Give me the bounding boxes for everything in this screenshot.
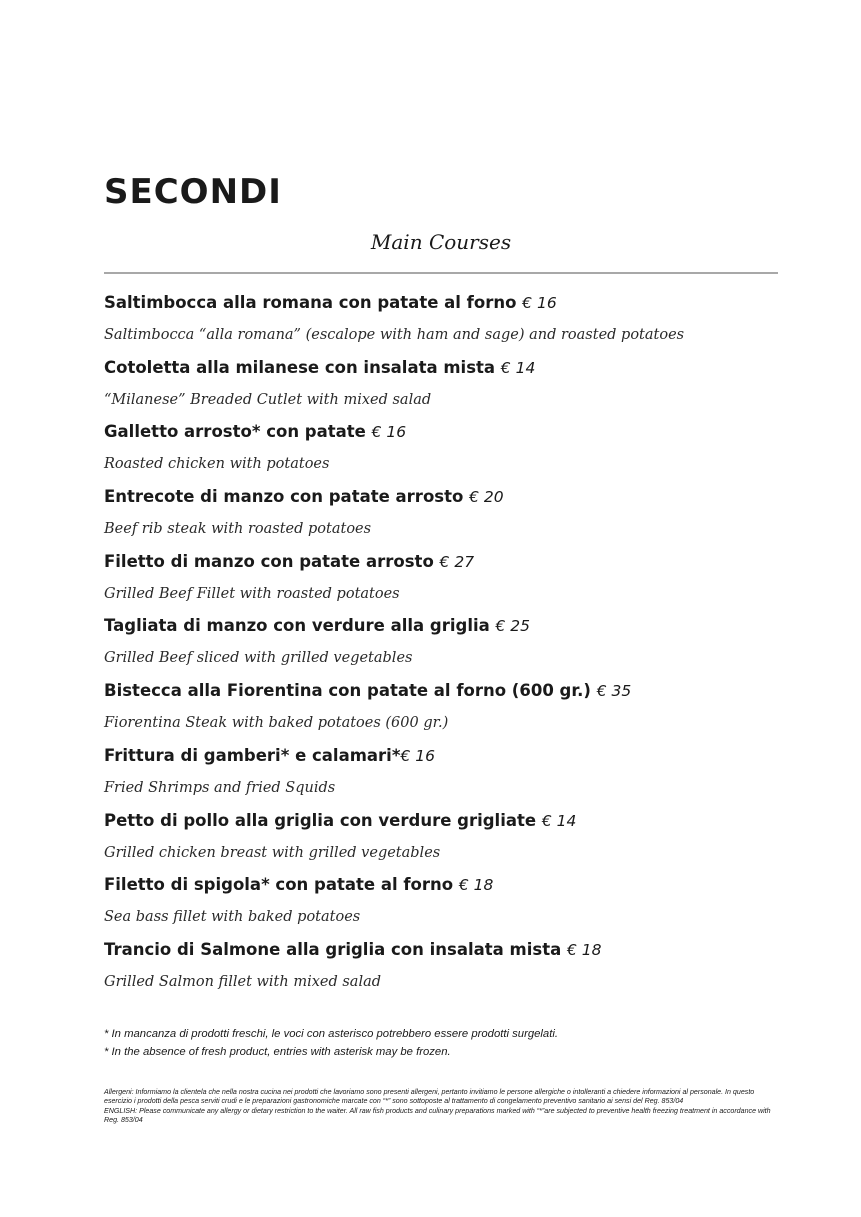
menu-item (104, 547, 804, 612)
menu-item (104, 482, 804, 547)
dish-description: Fried Shrimps and fried Squids (104, 779, 336, 796)
dish-name: Entrecote di manzo con patate arrosto (104, 487, 464, 507)
dish-price: € 16 (400, 746, 435, 765)
menu-item (104, 288, 804, 353)
dish-name: Trancio di Salmone alla griglia con insalata mista (104, 939, 562, 959)
allergen-notice-italian: Allergeni: Informiamo la clientela che nella nostra cucina nei prodotti che lavoriamo sono presenti allergeni, pertanto invitiamo le persone allergiche o intolleranti a chiedere informazioni al personale. In questo esercizio i prodotti della pesca serviti crudi e le preparazioni gastronomiche marcate con “*” sono sottoposte al trattamento di congelamento preventivo sanitario ai sensi del Reg. 853/04 (104, 1088, 755, 1106)
menu-item (104, 806, 804, 871)
menu-items (104, 288, 804, 1000)
frozen-note-english: * In the absence of fresh product, entries with asterisk may be frozen. (104, 1046, 451, 1058)
dish-price: € 14 (500, 358, 536, 377)
page-subtitle: Main Courses (370, 230, 512, 254)
dish-description: Grilled Beef Fillet with roasted potatoes (104, 585, 400, 602)
menu-item (104, 935, 804, 1000)
dish-description: Saltimbocca “alla romana” (escalope with ham and sage) and roasted potatoes (104, 327, 685, 343)
dish-name: Petto di pollo alla griglia con verdure grigliate (104, 810, 537, 830)
dish-price: € 35 (596, 682, 632, 701)
dish-price: € 16 (371, 423, 407, 442)
dish-name-line (104, 611, 804, 641)
dish-name-line (104, 547, 804, 577)
dish-name: Bistecca alla Fiorentina con patate al forno (600 gr.) (104, 681, 591, 701)
dish-price: € 27 (439, 552, 475, 571)
dish-name-line (104, 870, 804, 900)
dish-name: Saltimbocca alla romana con patate al forno (104, 293, 517, 312)
dish-description: Grilled Salmon fillet with mixed salad (104, 973, 382, 990)
menu-item (104, 870, 804, 935)
dish-description: Beef rib steak with roasted potatoes (104, 521, 372, 538)
allergen-notice-english: ENGLISH: Please communicate any allergy or dietary restriction to the waiter. All raw fish products and culinary preparations marked with “*”are subjected to preventive health freezing treatment in accordance with Reg. 853/04 (104, 1106, 771, 1124)
dish-name: Frittura di gamberi* e calamari* (104, 745, 401, 765)
dish-price: € 25 (495, 617, 531, 636)
menu-item (104, 353, 804, 418)
dish-price: € 14 (541, 811, 577, 830)
dish-price: € 18 (566, 940, 602, 959)
dish-name-line (104, 935, 804, 965)
frozen-notes (104, 1025, 784, 1061)
dish-name: Cotoletta alla milanese con insalata mista (104, 357, 496, 377)
dish-name: Galletto arrosto* con patate (104, 422, 366, 442)
dish-name-line (104, 741, 804, 771)
dish-description: “Milanese” Breaded Cutlet with mixed salad (104, 391, 432, 408)
dish-name: Filetto di spigola* con patate al forno (104, 875, 454, 895)
dish-price: € 16 (522, 294, 557, 312)
divider (104, 272, 778, 274)
dish-name-line (104, 288, 804, 318)
dish-name: Tagliata di manzo con verdure alla griglia (104, 616, 490, 636)
dish-description: Fiorentina Steak with baked potatoes (600 gr.) (104, 715, 449, 732)
dish-name-line (104, 482, 804, 512)
dish-price: € 20 (469, 488, 504, 507)
dish-name-line (104, 417, 804, 447)
dish-name-line (104, 353, 804, 383)
dish-name-line (104, 676, 804, 706)
menu-item (104, 417, 804, 482)
page-title: SECONDI (104, 172, 282, 212)
dish-description: Roasted chicken with potatoes (104, 456, 330, 473)
dish-description: Grilled Beef sliced with grilled vegetables (104, 650, 413, 667)
dish-name: Filetto di manzo con patate arrosto (104, 551, 434, 571)
frozen-note-italian: * In mancanza di prodotti freschi, le voci con asterisco potrebbero essere prodotti surgelati. (104, 1028, 558, 1040)
menu-item (104, 741, 804, 806)
dish-description: Sea bass fillet with baked potatoes (104, 909, 361, 926)
dish-name-line (104, 806, 804, 836)
menu-item (104, 676, 804, 741)
allergen-notice (104, 1088, 780, 1125)
menu-item (104, 611, 804, 676)
dish-price: € 18 (458, 876, 494, 895)
dish-description: Grilled chicken breast with grilled vegetables (104, 844, 441, 861)
